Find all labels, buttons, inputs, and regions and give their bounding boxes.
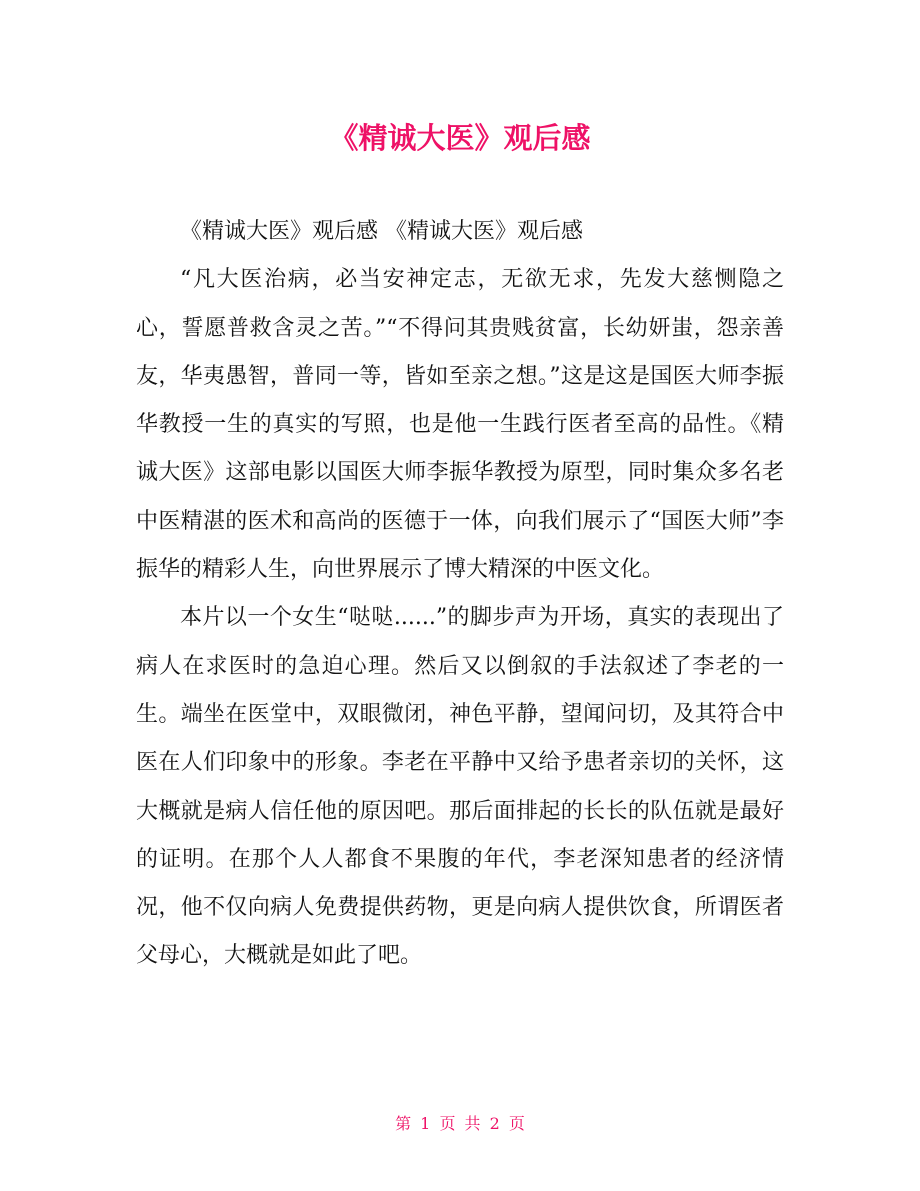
paragraph-quote: “凡大医治病，必当安神定志，无欲无求，先发大慈恻隐之心，誓愿普救含灵之苦。”“不得问其贵贱贫富，长幼妍蚩，怨亲善友，华夷愚智，普同一等，皆如至亲之想。”这是这是国医大师李振华教授一生的真实的写照，也是他一生践行医者至高的品性。《精诚大医》这部电影以国医大师李振华教授为原型，同时集众多名老中医精湛的医术和高尚的医德于一体，向我们展示了“国医大师”李振华的精彩人生，向世界展示了博大精深的中医文化。 bbox=[136, 267, 784, 583]
document-title: 《精诚大医》观后感 bbox=[329, 121, 591, 155]
paragraph-film-opening: 本片以一个女生“哒哒......”的脚步声为开场，真实的表现出了病人在求医时的急迫心理。然后又以倒叙的手法叙述了李老的一生。端坐在医堂中，双眼微闭，神色平静，望闻问切，及其符合中医在人们印象中的形象。李老在平静中又给予患者亲切的关怀，这大概就是病人信任他的原因吧。那后面排起的长长的队伍就是最好的证明。在那个人人都食不果腹的年代，李老深知患者的经济情况，他不仅向病人免费提供药物，更是向病人提供饮食，所谓医者父母心，大概就是如此了吧。 bbox=[136, 605, 784, 969]
page-number-footer: 第 1 页 共 2 页 bbox=[395, 1114, 525, 1133]
paragraph-heading-line: 《精诚大医》观后感 《精诚大医》观后感 bbox=[180, 219, 583, 244]
document-body bbox=[136, 208, 784, 981]
